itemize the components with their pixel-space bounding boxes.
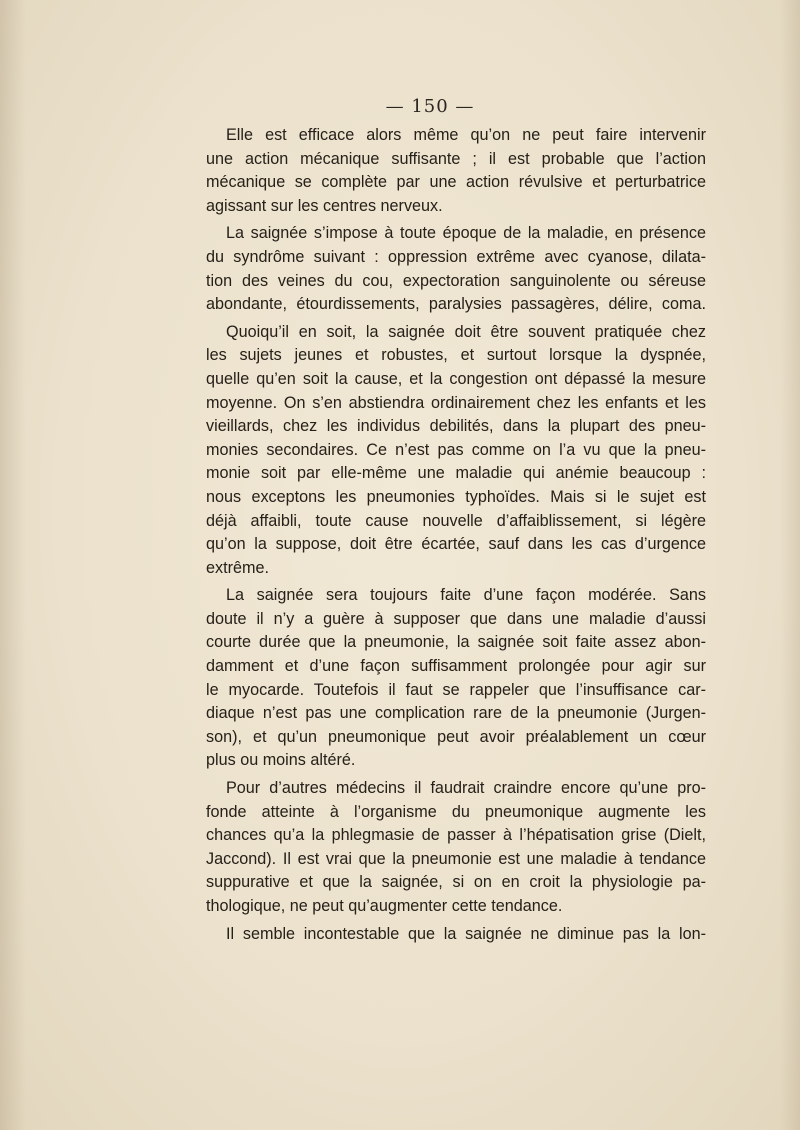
text-line: monie soit par elle-même une maladie qui anémie beaucoup : (206, 464, 706, 483)
text-line: monies secondaires. Ce n’est pas comme on l’a vu que la pneu- (206, 440, 706, 459)
paragraph (206, 321, 706, 581)
text-line: Il semble incontestable que la saignée ne diminue pas la lon- (226, 924, 706, 943)
text-line: les sujets jeunes et robustes, et surtout lorsque la dyspnée, (206, 346, 706, 365)
text-line: du syndrôme suivant : oppression extrême avec cyanose, dilata- (206, 247, 706, 266)
body-text (206, 124, 706, 950)
paragraph (206, 777, 706, 919)
text-line: La saignée sera toujours faite d’une façon modérée. Sans (226, 586, 706, 605)
paragraph (206, 124, 706, 218)
text-line: déjà affaibli, toute cause nouvelle d’affaiblissement, si légère (206, 511, 706, 530)
text-line: Quoiqu’il en soit, la saignée doit être souvent pratiquée chez (226, 322, 706, 341)
text-line: La saignée s’impose à toute époque de la maladie, en présence (226, 224, 706, 243)
page-number: — 150 — (385, 96, 475, 117)
text-line: agissant sur les centres nerveux. (206, 196, 443, 215)
text-line: vieillards, chez les individus debilités, dans la plupart des pneu- (206, 417, 706, 436)
text-line: doute il n’y a guère à supposer que dans une maladie d’aussi (206, 609, 706, 628)
text-line: qu’on la suppose, doit être écartée, sauf dans les cas d’urgence (206, 535, 706, 554)
text-line: plus ou moins altéré. (206, 751, 356, 770)
text-line: Jaccond). Il est vrai que la pneumonie est une maladie à tendance (206, 849, 706, 868)
text-line: suppurative et que la saignée, si on en croit la physiologie pa- (206, 873, 706, 892)
text-line: thologique, ne peut qu’augmenter cette tendance. (206, 897, 563, 915)
text-line: tion des veines du cou, expectoration sanguinolente ou séreuse (206, 271, 706, 290)
paragraph (206, 584, 706, 773)
text-line: mécanique se complète par une action révulsive et perturbatrice (206, 173, 706, 192)
text-line: quelle qu’en soit la cause, et la congestion ont dépassé la mesure (206, 369, 706, 388)
text-line: abondante, étourdissements, paralysies passagères, délire, coma. (206, 295, 706, 314)
page-edge-shadow-right (780, 0, 800, 1130)
paragraph (206, 923, 706, 947)
text-line: chances qu’a la phlegmasie de passer à l’hépatisation grise (Dielt, (206, 826, 706, 845)
text-line: extrême. (206, 558, 269, 577)
page-edge-shadow-left (0, 0, 26, 1130)
text-line: nous exceptons les pneumonies typhoïdes. Mais si le sujet est (206, 487, 706, 506)
text-line: damment et d’une façon suffisamment prolongée pour agir sur (206, 657, 706, 676)
text-line: fonde atteinte à l’organisme du pneumonique augmente les (206, 802, 706, 821)
text-line: une action mécanique suffisante ; il est probable que l’action (206, 149, 706, 168)
text-line: courte durée que la pneumonie, la saignée soit faite assez abon- (206, 633, 706, 652)
paragraph (206, 222, 706, 316)
text-line: Elle est efficace alors même qu’on ne peut faire intervenir (226, 126, 706, 144)
text-line: diaque n’est pas une complication rare de la pneumonie (Jurgen- (206, 704, 706, 723)
text-line: le myocarde. Toutefois il faut se rappeler que l’insuffisance car- (206, 680, 706, 699)
text-line: Pour d’autres médecins il faudrait craindre encore qu’une pro- (226, 779, 706, 798)
text-line: son), et qu’un pneumonique peut avoir préalablement un cœur (206, 727, 706, 746)
text-line: moyenne. On s’en abstiendra ordinairement chez les enfants et les (206, 393, 706, 412)
